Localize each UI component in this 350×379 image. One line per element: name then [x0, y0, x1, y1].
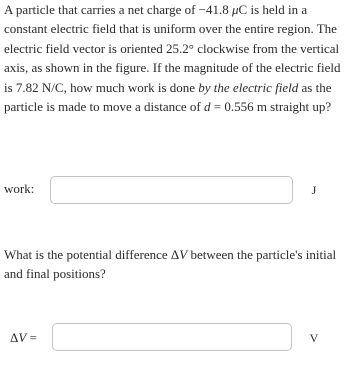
delta-v-input[interactable] [52, 323, 292, 351]
potential-difference-row [4, 321, 344, 353]
delta-v-label [10, 330, 37, 346]
question2-part1: What is the potential difference Δ [4, 247, 180, 262]
by-the-electric-field: by the electric field [198, 79, 299, 95]
question-part1: A particle that carries a net charge of −41.8 [4, 2, 232, 17]
question-part1b: C is held in a constant electric field that is uniform over the entire region. The electric field vector is oriented 25.2° clockwise from the vertical axis, as shown in the figure. If the magnitude of the electric field is 7.82 N/C, how much work is done [4, 2, 341, 95]
question-part2: as the particle is made to move a distance of [4, 79, 332, 115]
question-text [4, 0, 344, 116]
mu-symbol: μ [232, 2, 239, 17]
work-label: work: [4, 181, 35, 196]
delta-v-unit: V [309, 331, 319, 345]
work-unit: J [311, 183, 317, 197]
v-variable: V [179, 247, 188, 262]
work-input[interactable] [50, 176, 293, 204]
distance-variable: d [203, 99, 211, 115]
work-answer-row [4, 174, 344, 206]
delta-symbol: Δ [10, 330, 19, 345]
question2-text [4, 245, 344, 284]
v-symbol: V [18, 330, 27, 345]
question2-part2: between the particle's initial and final positions? [4, 247, 337, 282]
question-part3: = 0.556 m straight up? [210, 99, 332, 115]
equals-sign: = [26, 330, 37, 345]
